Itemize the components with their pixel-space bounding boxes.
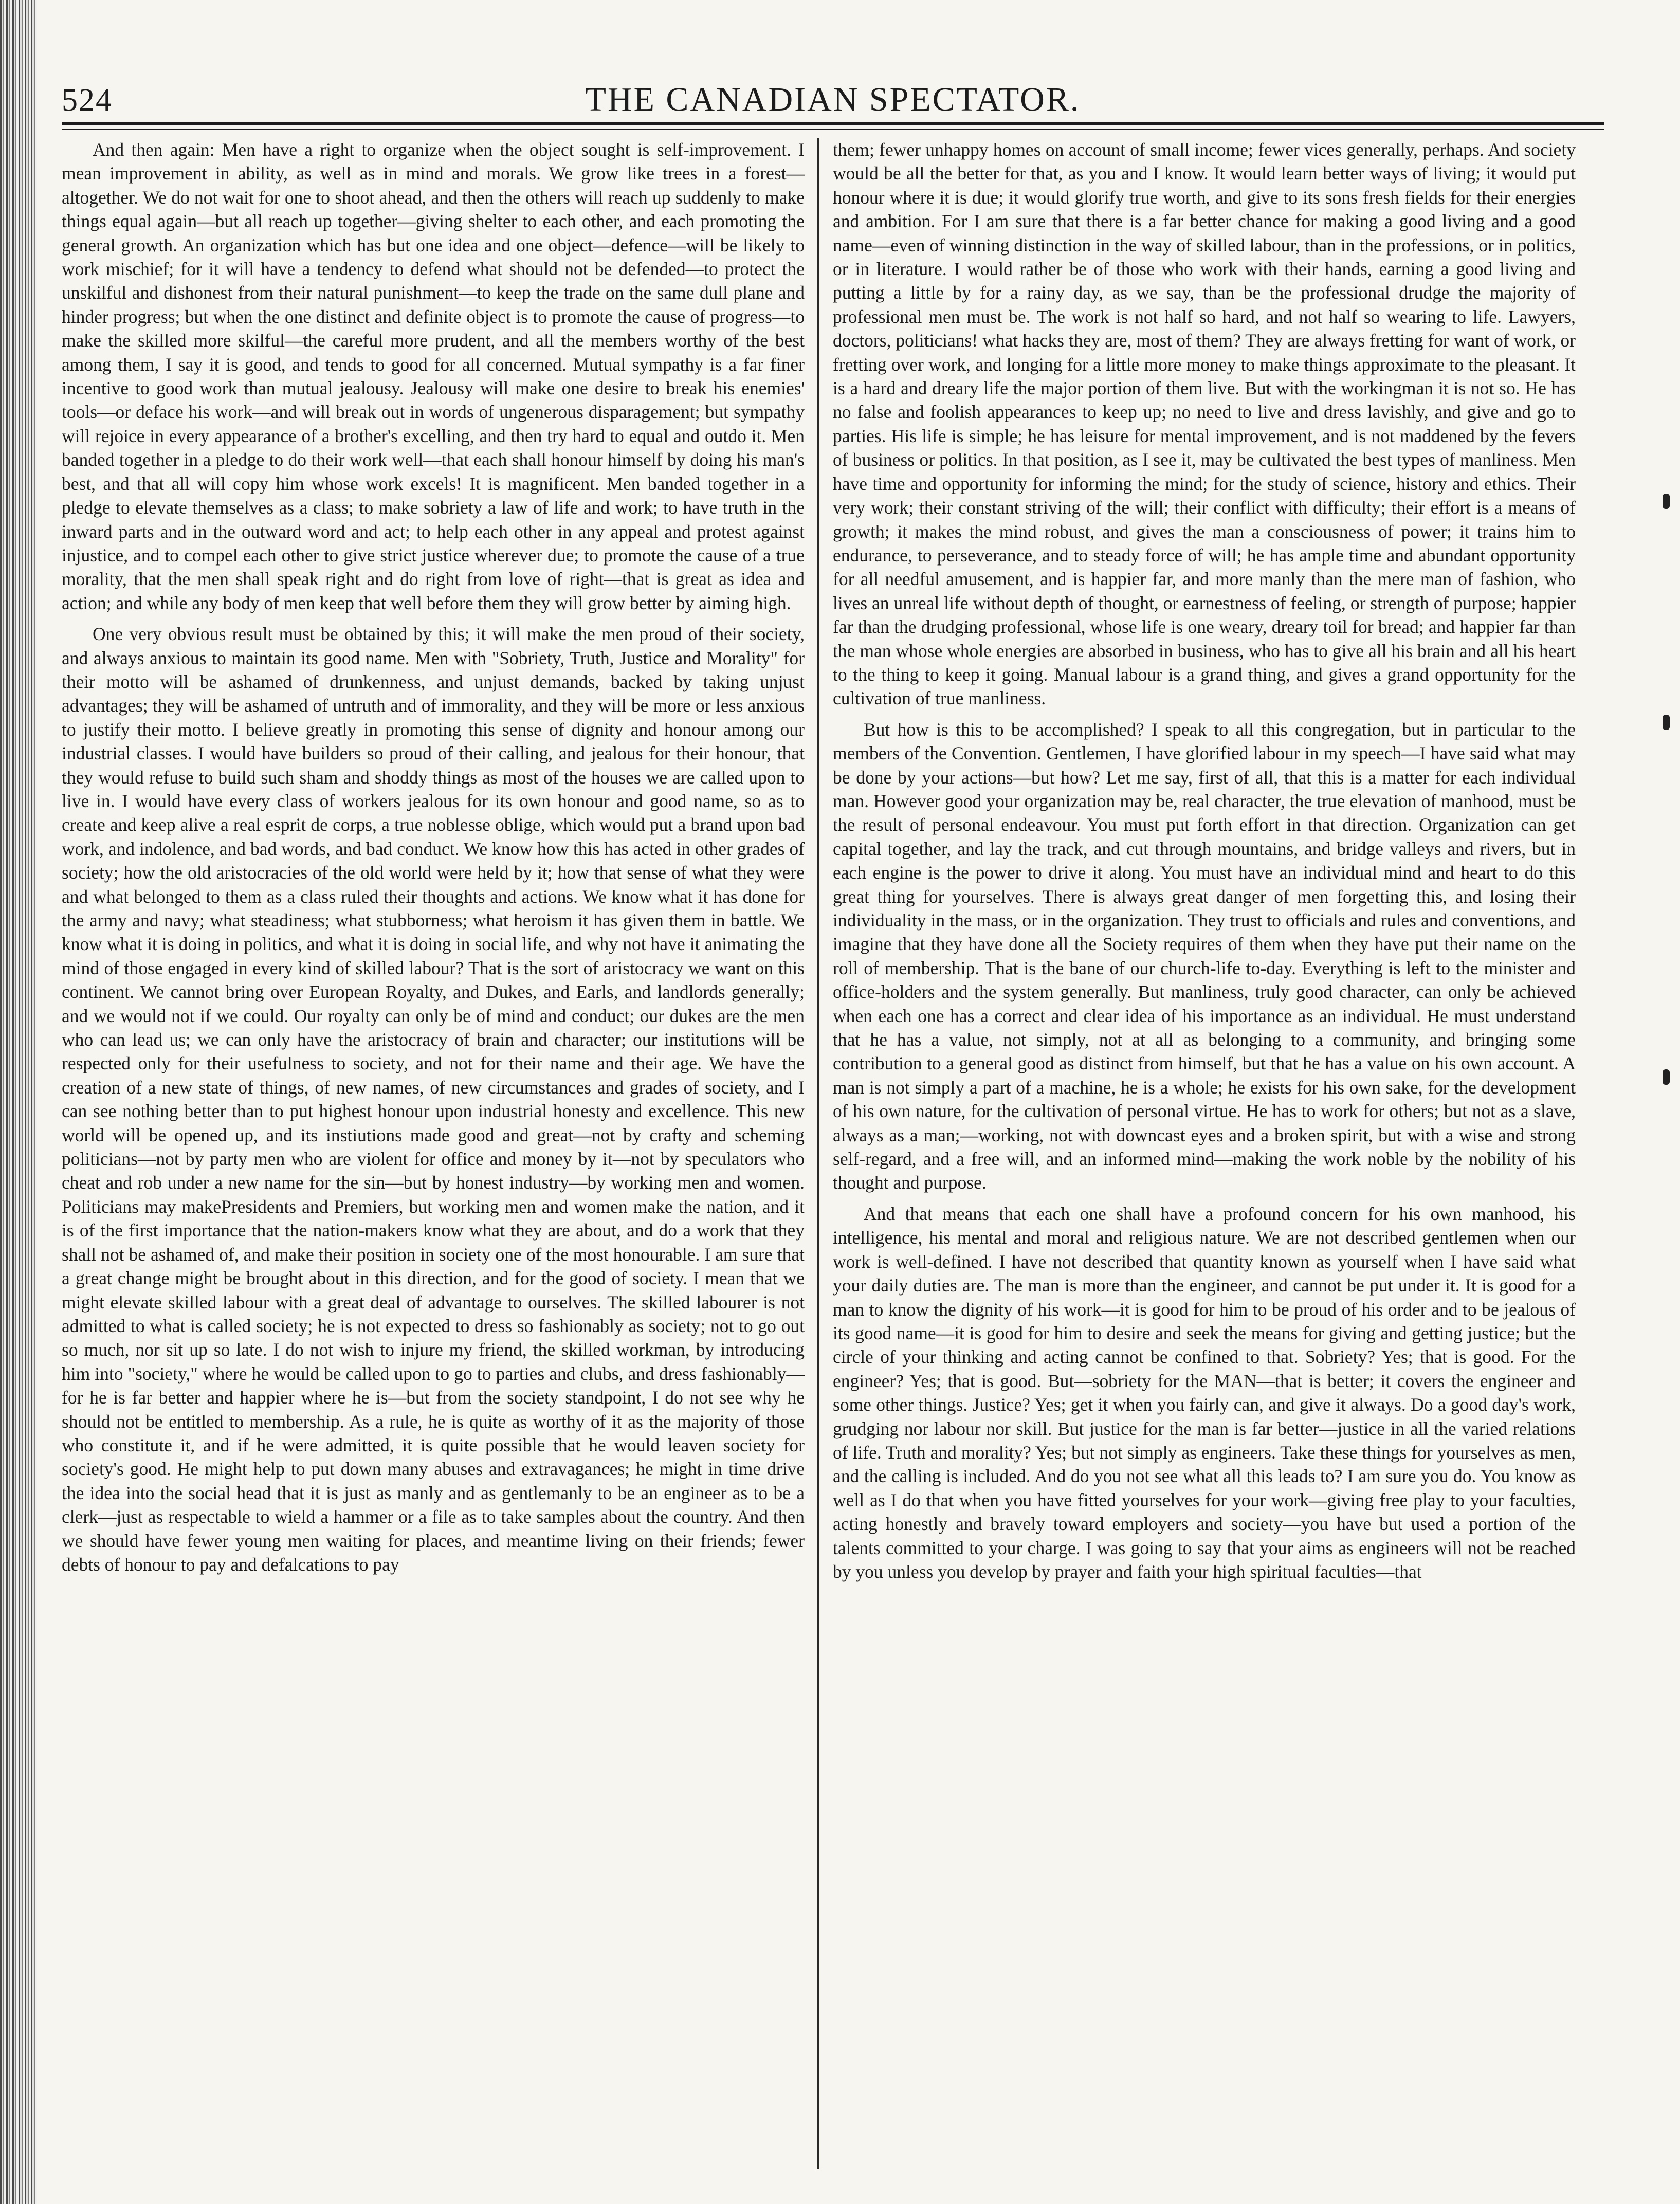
page-header <box>62 77 1604 129</box>
paragraph: them; fewer unhappy homes on account of small income; fewer vices generally, perhaps. And society would be all the better for that, as you and I know. It would learn better ways of living; it would put honour where it is due; it would glorify true worth, and give to its sons fresh fields for their energies and ambition. For I am sure that there is a far better chance for making a good living and a good name—even of winning distinction in the way of skilled labour, than in the professions, or in politics, or in literature. I would rather be of those who work with their hands, earning a good living and putting a little by for a rainy day, as we say, than be the professional drudge the majority of professional men must be. The work is not half so hard, and not half so wearing to life. Lawyers, doctors, politicians! what hacks they are, most of them? They are always fretting for want of work, or fretting over work, and longing for a little more money to make things approximate to the pleasant. It is a hard and dreary life the major portion of them live. But with the workingman it is not so. He has no false and foolish appearances to keep up; no need to live and dress lavishly, and give and go to parties. His life is simple; he has leisure for mental improvement, and is not maddened by the fevers of business or politics. In that position, as I see it, may be cultivated the best types of manliness. Men have time and opportunity for informing the mind; for the study of science, history and ethics. Their very work; their constant striving of the will; their conflict with difficulty; their effort is a means of growth; it makes the mind robust, and gives the man a consciousness of power; it trains him to endurance, to perseverance, and to steady force of will; he has ample time and abundant opportunity for all needful amusement, and is happier far, and more manly than the mere man of fashion, who lives an unreal life without depth of thought, or earnestness of feeling, or strength of purpose; happier far than the drudging professional, whose life is one weary, dreary toil for bread; and happier far than the man whose whole energies are absorbed in business, who has to give all his brain and all his heart to the thing to keep it going. Manual labour is a grand thing, and gives a grand opportunity for the cultivation of true manliness. <box>833 139 1576 709</box>
paragraph: One very obvious result must be obtained by this; it will make the men proud of their society, and always anxious to maintain its good name. Men with "Sobriety, Truth, Justice and Morality" for their motto will be ashamed of drunkenness, and unjust demands, backed by taking unjust advantages; they will be ashamed of untruth and of immorality, and they will be more or less anxious to justify their motto. I believe greatly in promoting this sense of dignity and honour among our industrial classes. I would have builders so proud of their calling, and jealous for their honour, that they would refuse to build such sham and shoddy things as most of the houses we are called upon to live in. I would have every class of workers jealous for its own honour and good name, so as to create and keep alive a real esprit de corps, a true noblesse oblige, which would put a brand upon bad work, and indolence, and bad words, and bad conduct. We know how this has acted in other grades of society; how the old aristocracies of the old world were held by it; how that sense of what they were and what belonged to them as a class ruled their thoughts and actions. We know what it has done for the army and navy; what steadiness; what stubborness; what heroism it has given them in battle. We know what it is doing in politics, and what it is doing in social life, and why not have it animating the mind of those engaged in every kind of skilled labour? That is the sort of aristocracy we want on this continent. We cannot bring over European Royalty, and Dukes, and Earls, and landlords generally; and we would not if we could. Our royalty can only be of mind and conduct; our dukes are the men who can lead us; we can only have the aristocracy of brain and character; our institutions will be respected only for their usefulness to society, and not for their name and their age. We have the creation of a new state of things, of new names, of new circumstances and grades of society, and I can see nothing better than to put highest honour upon industrial honesty and excellence. This new world will be opened up, and its instiutions made good and great—not by crafty and scheming politicians—not by party men who are violent for office and money by it—not by speculators who cheat and rob under a new name for the sin—but by honest industry—by working men and women. Politicians may makePresidents and Premiers, but working men and women make the nation, and it is of the first importance that the nation-makers know what they are about, and do a work that they shall not be ashamed of, and make their position in society one of the most honourable. I am sure that a great change might be brought about in this direction, and for the good of society. I mean that we might elevate skilled labour with a great deal of advantage to ourselves. The skilled labourer is not admitted to what is called society; he is not expected to dress so fashionably as society; not to go out so much, nor sit up so late. I do not wish to injure my friend, the skilled workman, by introducing him into "society," where he would be called upon to go to parties and clubs, and dress fashionably—for he is far better and happier where he is—but from the society standpoint, I do not see why he should not be entitled to membership. As a rule, he is quite as worthy of it as the majority of those who constitute it, and if he were admitted, it is quite possible that he would leaven society for society's good. He might help to put down many abuses and extravagances; he might in time drive the idea into the social head that it is just as manly and as gentlemanly to be an engineer as to be a clerk—just as respectable to wield a hammer or a file as to take samples about the country. And then we should have fewer young men waiting for places, and meantime living on their friends; fewer debts of honour to pay and defalcations to pay <box>62 624 805 1575</box>
right-column <box>833 138 1576 2174</box>
paragraph: And that means that each one shall have a profound concern for his own manhood, his intelligence, his mental and moral and religious nature. We are not described gentlemen when our work is well-defined. I have not described that quantity known as yourself when I have said what your daily duties are. The man is more than the engineer, and cannot be put under it. It is good for a man to know the dignity of his work—it is good for him to be proud of his order and to be jealous of its good name—it is good for him to desire and seek the means for giving and getting justice; but the circle of your thinking and acting cannot be confined to that. Sobriety? Yes; that is good. For the engineer? Yes; that is good. But—sobriety for the MAN—that is better; it covers the engineer and some other things. Justice? Yes; get it when you fairly can, and give it always. Do a good day's work, grudging nor labour nor skill. But justice for the man is far better—justice in all the varied relations of life. Truth and morality? Yes; but not simply as engineers. Take these things for yourselves as men, and the calling is included. And do you not see what all this leads to? I am sure you do. You know as well as I do that when you have fitted yourselves for your work—giving free play to your faculties, acting honestly and bravely toward employers and society—you have but used a portion of the talents committed to your charge. I was going to say that your aims as engineers will not be reached by you unless you develop by prayer and faith your high spiritual faculties—that <box>833 1203 1576 1582</box>
scan-speck <box>1663 715 1670 730</box>
scan-speck <box>1663 1069 1670 1085</box>
scan-speck <box>1663 494 1670 509</box>
page-number: 524 <box>62 83 113 118</box>
publication-title: THE CANADIAN SPECTATOR. <box>585 81 1081 118</box>
scan-binding-edge <box>0 0 37 2204</box>
header-rule-thin <box>62 129 1604 130</box>
paragraph: And then again: Men have a right to organize when the object sought is self-improvement. I mean improvement in ability, as well as in mind and morals. We grow like trees in a forest—altogether. We do not wait for one to shoot ahead, and then the others will reach up suddenly to make things equal again—but all reach up together—giving shelter to each other, and each promoting the general growth. An organization which has but one idea and one object—defence—will be likely to work mischief; for it will have a tendency to defend what should not be defended—to protect the unskilful and dishonest from their natural punishment—to keep the trade on the same dull plane and hinder progress; but when the one distinct and definite object is to promote the cause of progress—to make the skilled more skilful—the careful more prudent, and all the members worthy of the best among them, I say it is good, and tends to good for all concerned. Mutual sympathy is a far finer incentive to good work than mutual jealousy. Jealousy will make one desire to break his enemies' tools—or deface his work—and will break out in words of ungenerous disparagement; but sympathy will rejoice in every appearance of a brother's excelling, and then try hard to equal and outdo it. Men banded together in a pledge to do their work well—that each shall honour himself by doing his man's best, and that all will copy him whose work excels! It is magnificent. Men banded together in a pledge to elevate themselves as a class; to make sobriety a law of life and work; to have truth in the inward parts and in the outward word and act; to help each other in any appeal and protest against injustice, and to compel each other to give strict justice wherever due; to promote the cause of a true morality, that the men shall speak right and do right from love of right—that is great as idea and action; and while any body of men keep that well before them they will grow better by aiming high. <box>62 139 805 613</box>
article-columns <box>62 138 1604 2174</box>
paragraph: But how is this to be accomplished? I speak to all this congregation, but in particular to the members of the Convention. Gentlemen, I have glorified labour in my speech—I have said what may be done by your actions—but how? Let me say, first of all, that this is a matter for each individual man. However good your organization may be, real character, the true elevation of manhood, must be the result of personal endeavour. You must put forth effort in that direction. Organization can get capital together, and lay the track, and cut through mountains, and bridge valleys and rivers, but in each engine is the power to drive it along. You must have an individual mind and heart to do this great thing for yourselves. There is always great danger of men forgetting this, and losing their individuality in the mass, or in the organization. They trust to officials and rules and conventions, and imagine that they have done all the Society requires of them when they have put their name on the roll of membership. That is the bane of our church-life to-day. Everything is left to the minister and office-holders and the system generally. But manliness, truly good character, can only be achieved when each one has a correct and clear idea of his importance as an individual. He must understand that he has a value, not simply, not at all as belonging to a community, and bringing some contribution to a general good as distinct from himself, but that he has a value on his own account. A man is not simply a part of a machine, he is a whole; he exists for his own sake, for the development of his own nature, for the cultivation of personal virtue. He has to work for others; but not as a slave, always as a man;—working, not with downcast eyes and a broken spirit, but with a wise and strong self-regard, and a free will, and an informed mind—making the work noble by the nobility of his thought and purpose. <box>833 719 1576 1193</box>
left-column <box>62 138 805 2174</box>
header-rule <box>62 122 1604 125</box>
newspaper-page <box>62 77 1604 2175</box>
column-divider <box>817 138 819 2169</box>
